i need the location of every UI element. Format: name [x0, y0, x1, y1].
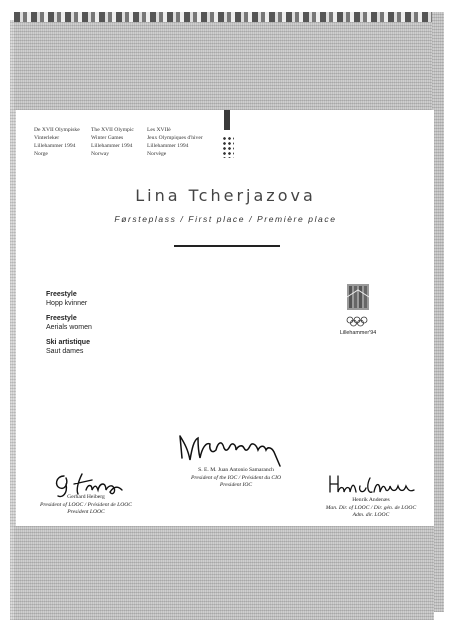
lillehammer-94-logo [340, 282, 376, 340]
event-entry [46, 290, 87, 308]
event-entry [46, 314, 92, 332]
header-line: Lillehammer 1994 [34, 143, 76, 149]
event-title: Freestyle [46, 315, 77, 322]
header-norwegian [34, 126, 80, 158]
header-french [147, 126, 203, 158]
logo-text: Lillehammer'94 [340, 330, 376, 336]
signer-name: S. E. M. Juan Antonio Samaranch [198, 467, 274, 473]
signer-role-short: Adm. dir. LOOC [352, 512, 390, 518]
header-line: Norvège [147, 151, 167, 157]
samaranch-signature [176, 430, 288, 468]
signer-role-short: President LOOC [67, 509, 105, 515]
event-title: Freestyle [46, 291, 77, 298]
copy-noise-bottom [14, 526, 434, 620]
header-line: Jeux Olympiques d'hiver [147, 135, 203, 141]
placement-text: Førsteplass / First place / Première place [114, 214, 337, 224]
event-detail: Hopp kvinner [46, 300, 88, 307]
header-line: Winter Games [91, 135, 124, 141]
signer-role: Man. Dir. of LOOC / Dir. gén. de LOOC [325, 504, 417, 511]
event-detail: Aerials women [46, 324, 92, 331]
header-english [91, 126, 134, 158]
signer-role-short: President IOC [219, 482, 253, 488]
lillehammer-logo-graphic [340, 282, 376, 340]
copy-noise-top [14, 12, 439, 110]
header-line: Lillehammer 1994 [91, 143, 133, 149]
signature-right [318, 497, 424, 520]
header-line: Vinterleker [34, 135, 60, 141]
header-line: The XVII Olympic [91, 127, 134, 133]
header-line: Norway [91, 151, 110, 157]
recipient-name: Lina Tcherjazova [135, 186, 316, 205]
signer-role: President of LOOC / Président de LOOC [39, 501, 133, 508]
signer-name: Gerhard Heiberg [67, 494, 105, 500]
divider-rule [174, 245, 280, 247]
signature-left [28, 494, 144, 517]
header-dots-mark [222, 136, 234, 158]
event-detail: Saut dames [46, 348, 84, 355]
signer-name: Henrik Andenæs [352, 497, 390, 503]
event-title: Ski artistique [46, 339, 90, 346]
event-entry [46, 338, 90, 356]
header-line: Norge [34, 151, 48, 157]
andenaes-signature [326, 472, 416, 498]
signature-center [166, 467, 306, 490]
header-line: De XVII Olympiske [34, 127, 80, 133]
signer-role: President of the IOC / Président du CIO [190, 474, 282, 481]
copy-noise-edge [14, 12, 439, 22]
header-bar-mark [224, 110, 230, 130]
header-line: Lillehammer 1994 [147, 143, 189, 149]
header-line: Les XVIIè [147, 127, 171, 133]
